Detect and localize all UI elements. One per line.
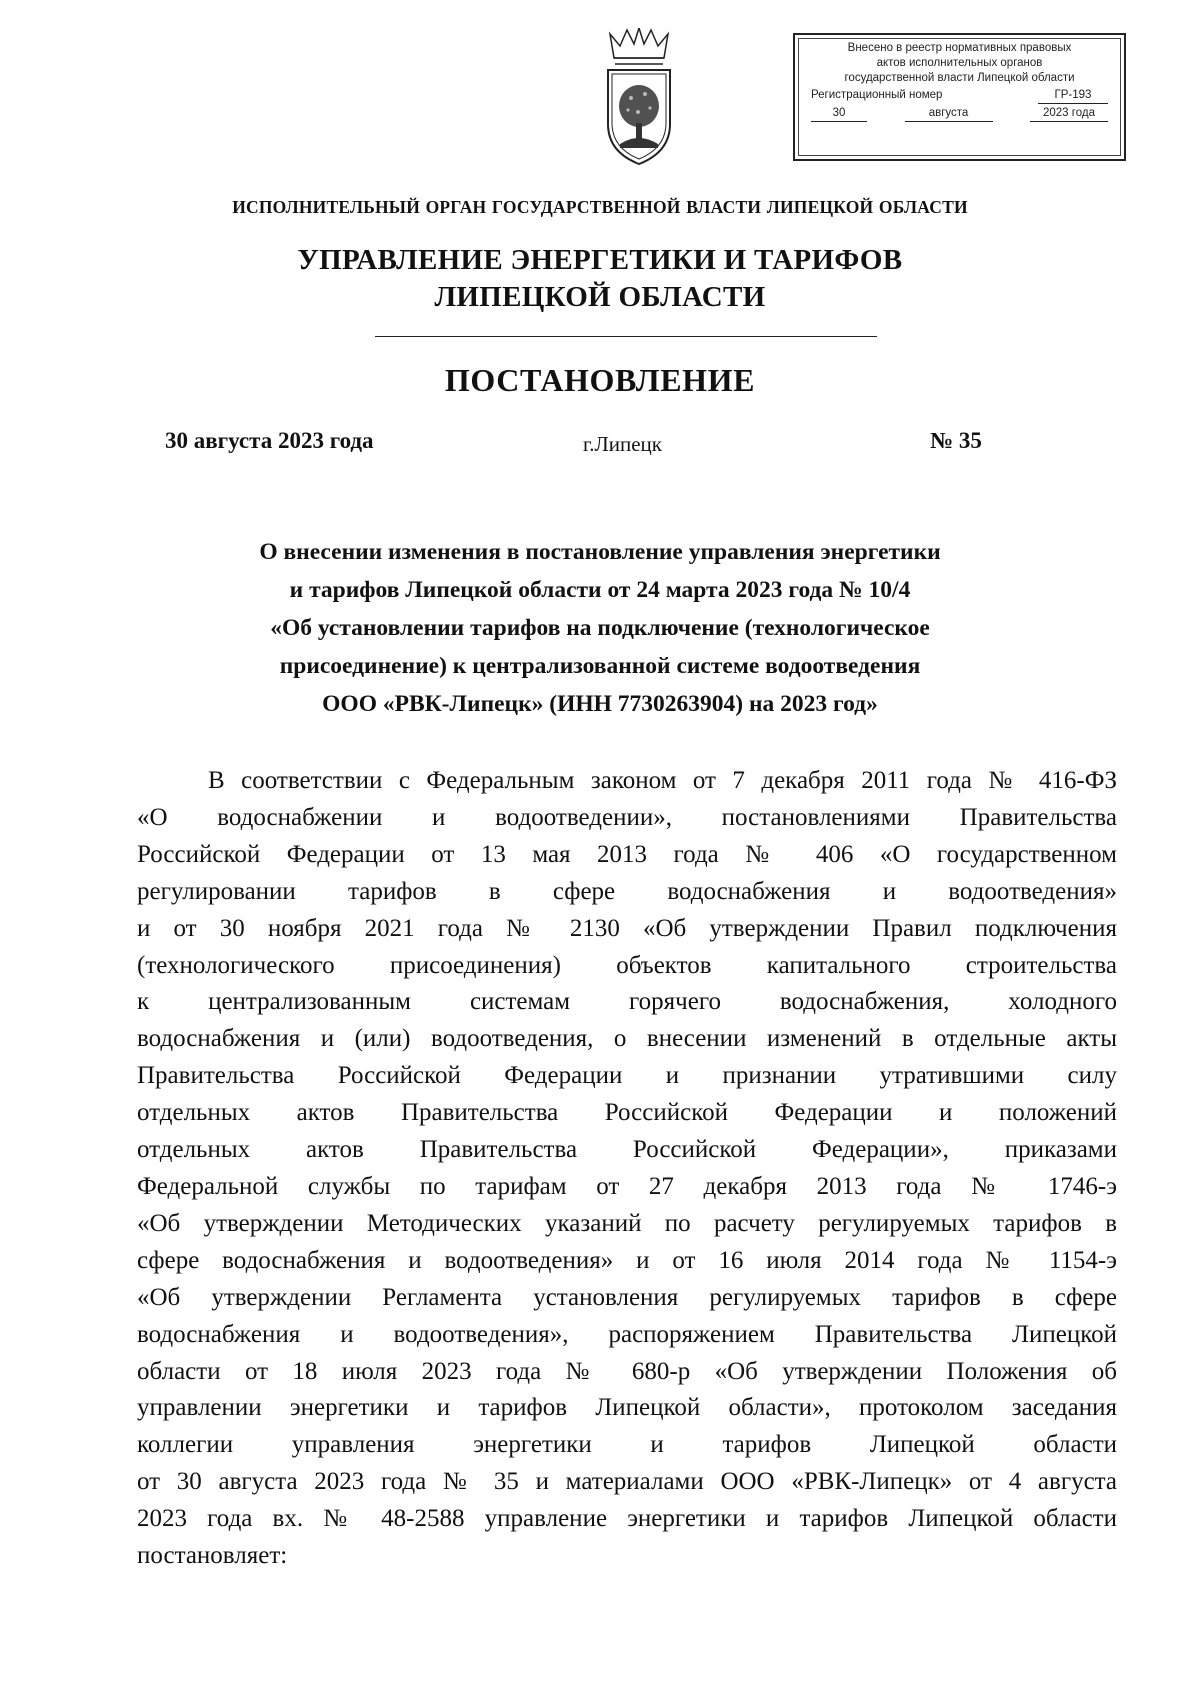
stamp-month: августа <box>905 106 993 122</box>
stamp-reg-number: ГР-193 <box>1038 88 1108 104</box>
body-line: водоснабжения и водоотведения», распоряжением Правительства Липецкой <box>137 1320 1117 1348</box>
preamble-paragraph <box>137 763 1117 1575</box>
stamp-line: актов исполнительных органов <box>876 57 1043 69</box>
body-line: регулировании тарифов в сфере водоснабжения и водоотведения» <box>137 877 1117 905</box>
stamp-reg-label: Регистрационный номер <box>811 89 943 101</box>
subject-line: присоединение) к централизованной системе водоотведения <box>279 653 921 679</box>
stamp-line: Внесено в реестр нормативных правовых <box>847 42 1072 54</box>
registry-stamp <box>793 33 1126 161</box>
stamp-date-row <box>805 104 1114 122</box>
document-date: 30 августа 2023 года <box>165 428 374 453</box>
body-line: «О водоснабжении и водоотведении», постановлениями Правительства <box>137 803 1117 831</box>
agency-name-line: УПРАВЛЕНИЕ ЭНЕРГЕТИКИ И ТАРИФОВ <box>297 244 903 276</box>
stamp-year: 2023 года <box>1030 106 1108 122</box>
agency-name <box>0 242 1200 316</box>
subject-line: ООО «РВК-Липецк» (ИНН 7730263904) на 2023 год» <box>322 691 878 717</box>
organization-name: ИСПОЛНИТЕЛЬНЫЙ ОРГАН ГОСУДАРСТВЕННОЙ ВЛАСТИ ЛИПЕЦКОЙ ОБЛАСТИ <box>232 197 968 217</box>
agency-name-line: ЛИПЕЦКОЙ ОБЛАСТИ <box>434 281 766 313</box>
body-line: от 30 августа 2023 года № 35 и материалами ООО «РВК-Липецк» от 4 августа <box>137 1468 1117 1496</box>
body-line: управлении энергетики и тарифов Липецкой области», протоколом заседания <box>137 1394 1117 1422</box>
stamp-day: 30 <box>811 106 867 122</box>
document-type-title: ПОСТАНОВЛЕНИЕ <box>444 362 756 398</box>
body-line: «Об утверждении Методических указаний по расчету регулируемых тарифов в <box>137 1209 1117 1237</box>
body-line: (технологического присоединения) объектов капитального строительства <box>137 951 1117 979</box>
subject-line: и тарифов Липецкой области от 24 марта 2023 года № 10/4 <box>289 577 911 603</box>
body-line: 2023 года вх. № 48-2588 управление энергетики и тарифов Липецкой области <box>137 1505 1117 1533</box>
document-city: г.Липецк <box>583 432 662 456</box>
body-line: области от 18 июля 2023 года № 680-р «Об утверждении Положения об <box>137 1357 1117 1385</box>
body-line: и от 30 ноября 2021 года № 2130 «Об утверждении Правил подключения <box>137 914 1117 942</box>
body-line: водоснабжения и (или) водоотведения, о внесении изменений в отдельные акты <box>137 1025 1117 1053</box>
stamp-registration-row <box>805 86 1114 104</box>
body-line: отдельных актов Правительства Российской Федерации и положений <box>137 1099 1117 1127</box>
body-line: Федеральной службы по тарифам от 27 декабря 2013 года № 1746-э <box>137 1172 1117 1200</box>
subject-line: О внесении изменения в постановление управления энергетики <box>259 539 941 565</box>
subject-line: «Об установлении тарифов на подключение (технологическое <box>270 615 930 641</box>
body-line: Правительства Российской Федерации и признании утратившими силу <box>137 1062 1117 1090</box>
body-line: коллегии управления энергетики и тарифов Липецкой области <box>137 1431 1117 1459</box>
body-line: отдельных актов Правительства Российской Федерации», приказами <box>137 1136 1117 1164</box>
body-line: к централизованным системам горячего водоснабжения, холодного <box>137 988 1117 1016</box>
coat-of-arms-emblem <box>600 28 678 166</box>
header-divider <box>375 336 877 337</box>
document-subject <box>0 533 1200 723</box>
body-line: «Об утверждении Регламента установления регулируемых тарифов в сфере <box>137 1283 1117 1311</box>
body-line: В соответствии с Федеральным законом от 7 декабря 2011 года № 416-ФЗ <box>208 767 1117 794</box>
body-line: Российской Федерации от 13 мая 2013 года № 406 «О государственном <box>137 840 1117 868</box>
body-line: сфере водоснабжения и водоотведения» и от 16 июля 2014 года № 1154-э <box>137 1246 1117 1274</box>
body-line: постановляет: <box>137 1542 288 1570</box>
document-number: № 35 <box>930 428 982 453</box>
stamp-line: государственной власти Липецкой области <box>844 72 1075 84</box>
